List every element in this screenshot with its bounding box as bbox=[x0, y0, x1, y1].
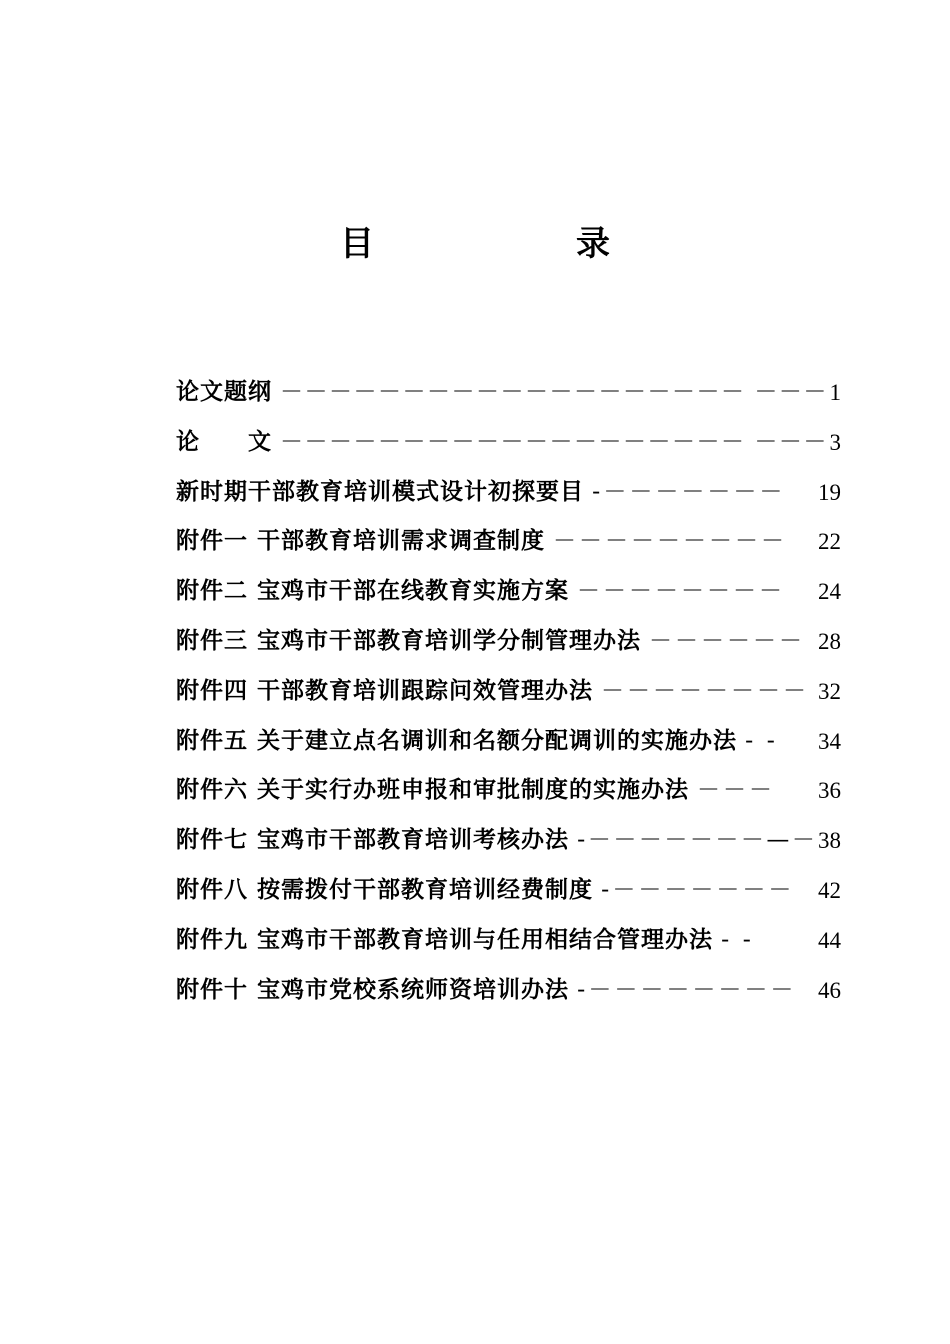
toc-entry-page: 28 bbox=[818, 628, 841, 654]
page-title: 目 录 bbox=[340, 224, 694, 264]
toc-entry-label: 附件七 宝鸡市干部教育培训考核办法 bbox=[176, 827, 570, 854]
toc-entry-leader: - - bbox=[721, 926, 754, 953]
toc-entry-page: 1 bbox=[829, 380, 841, 405]
toc-entry bbox=[176, 617, 841, 667]
toc-entry-leader: －－－－－－－－－－－－－－－－－－－ －－－ bbox=[280, 428, 828, 455]
toc-entry-leader: - - bbox=[745, 727, 778, 754]
toc-entry-label: 附件六 关于实行办班申报和审批制度的实施办法 bbox=[176, 777, 690, 804]
toc-entry-page: 3 bbox=[829, 429, 841, 455]
toc-entry-page: 32 bbox=[818, 678, 841, 704]
toc-entry-leader: －－－－－－－－－ bbox=[553, 528, 788, 555]
toc-entry-page: 19 bbox=[818, 479, 841, 505]
toc-entry-label: 附件八 按需拨付干部教育培训经费制度 bbox=[176, 876, 594, 903]
toc-entry-leader: －－－ bbox=[697, 777, 776, 804]
toc-entry-leader: -－－－－－－－－ bbox=[577, 976, 797, 1003]
toc-entry bbox=[176, 717, 841, 767]
toc-entry-leader: -－－－－－－－—－ bbox=[577, 827, 818, 854]
toc-entry-label: 附件五 关于建立点名调训和名额分配调训的实施办法 bbox=[176, 727, 738, 754]
toc-entry-leader: －－－－－－－－ bbox=[577, 578, 786, 605]
toc-entry-label: 附件三 宝鸡市干部教育培训学分制管理办法 bbox=[176, 627, 642, 654]
toc-entry-label: 附件九 宝鸡市干部教育培训与任用相结合管理办法 bbox=[176, 926, 714, 953]
toc-entry-page: 22 bbox=[818, 529, 841, 555]
toc-entry bbox=[176, 418, 841, 468]
toc-entry bbox=[176, 468, 841, 518]
toc-entry bbox=[176, 816, 841, 866]
toc-entry-page: 38 bbox=[818, 828, 841, 854]
toc-entry-page: 24 bbox=[818, 579, 841, 605]
toc-entry-page: 36 bbox=[818, 778, 841, 804]
toc-entry-page: 46 bbox=[818, 977, 841, 1003]
toc-entry bbox=[176, 966, 841, 1016]
toc-entry-label: 论文题纲 bbox=[176, 379, 272, 405]
toc-entry bbox=[176, 368, 841, 418]
table-of-contents bbox=[176, 368, 841, 1015]
toc-entry-page: 34 bbox=[818, 728, 841, 754]
toc-entry-label: 附件四 干部教育培训跟踪问效管理办法 bbox=[176, 677, 594, 704]
toc-entry-label: 新时期干部教育培训模式设计初探要目 bbox=[176, 478, 584, 505]
toc-entry bbox=[176, 766, 841, 816]
toc-entry-label: 附件十 宝鸡市党校系统师资培训办法 bbox=[176, 976, 570, 1003]
toc-entry bbox=[176, 667, 841, 717]
toc-entry-label: 附件二 宝鸡市干部在线教育实施方案 bbox=[176, 578, 570, 605]
toc-entry-leader: －－－－－－－－ bbox=[601, 677, 810, 704]
toc-entry-leader: -－－－－－－－ bbox=[592, 478, 786, 505]
toc-entry bbox=[176, 866, 841, 916]
toc-entry-leader: －－－－－－ bbox=[649, 627, 806, 654]
toc-entry bbox=[176, 567, 841, 617]
toc-entry-label: 论 文 bbox=[176, 428, 272, 455]
toc-entry bbox=[176, 916, 841, 966]
toc-entry bbox=[176, 517, 841, 567]
toc-entry-label: 附件一 干部教育培训需求调查制度 bbox=[176, 528, 546, 555]
toc-entry-page: 44 bbox=[818, 927, 841, 953]
toc-entry-leader: －－－－－－－－－－－－－－－－－－－ －－－ bbox=[280, 379, 828, 405]
toc-entry-leader: -－－－－－－－ bbox=[601, 876, 795, 903]
toc-entry-page: 42 bbox=[818, 877, 841, 903]
